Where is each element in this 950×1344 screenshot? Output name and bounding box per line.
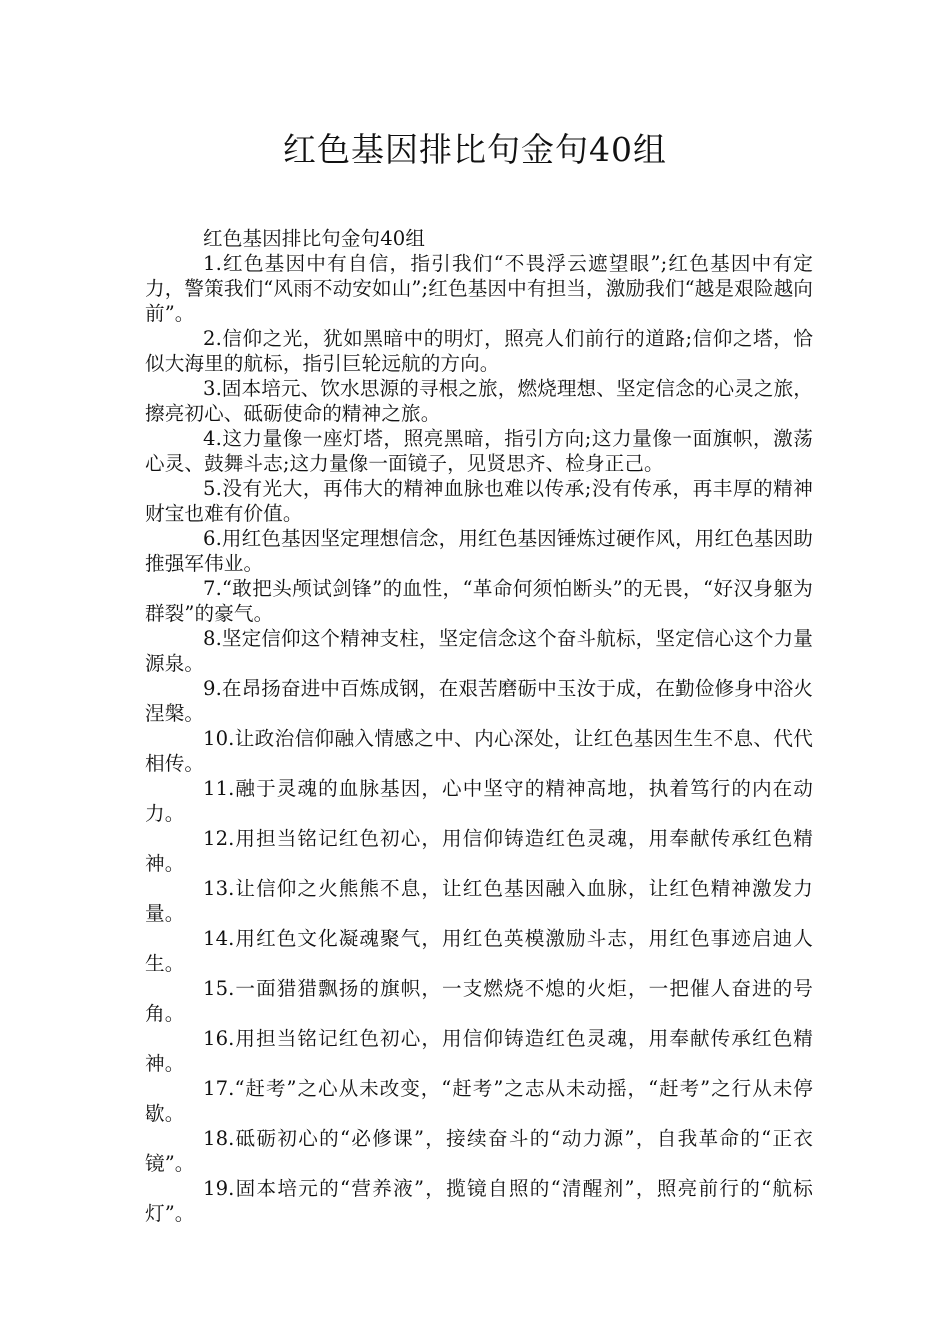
paragraph: 9.在昂扬奋进中百炼成钢，在艰苦磨砺中玉汝于成，在勤俭修身中浴火涅槃。 xyxy=(145,677,813,725)
paragraph: 19.固本培元的“营养液”，揽镜自照的“清醒剂”，照亮前行的“航标灯”。 xyxy=(145,1177,813,1225)
paragraph: 15.一面猎猎飘扬的旗帜，一支燃烧不熄的火炬，一把催人奋进的号角。 xyxy=(145,977,813,1025)
document-title: 红色基因排比句金句40组 xyxy=(283,130,667,169)
paragraph: 4.这力量像一座灯塔，照亮黑暗，指引方向;这力量像一面旗帜，激荡心灵、鼓舞斗志;这力量像一面镜子，见贤思齐、检身正己。 xyxy=(145,427,813,475)
paragraph: 16.用担当铭记红色初心，用信仰铸造红色灵魂，用奉献传承红色精神。 xyxy=(145,1027,813,1075)
paragraph: 10.让政治信仰融入情感之中、内心深处，让红色基因生生不息、代代相传。 xyxy=(145,727,813,775)
paragraph: 11.融于灵魂的血脉基因，心中坚守的精神高地，执着笃行的内在动力。 xyxy=(145,777,813,825)
paragraph: 13.让信仰之火熊熊不息，让红色基因融入血脉，让红色精神激发力量。 xyxy=(145,877,813,925)
paragraph: 6.用红色基因坚定理想信念，用红色基因锤炼过硬作风，用红色基因助推强军伟业。 xyxy=(145,527,813,575)
paragraph: 1.红色基因中有自信，指引我们“不畏浮云遮望眼”;红色基因中有定力，警策我们“风雨不动安如山”;红色基因中有担当，激励我们“越是艰险越向前”。 xyxy=(145,252,813,325)
paragraph: 8.坚定信仰这个精神支柱，坚定信念这个奋斗航标，坚定信心这个力量源泉。 xyxy=(145,627,813,675)
paragraph: 12.用担当铭记红色初心，用信仰铸造红色灵魂，用奉献传承红色精神。 xyxy=(145,827,813,875)
document-body xyxy=(145,226,813,1226)
paragraph: 2.信仰之光，犹如黑暗中的明灯，照亮人们前行的道路;信仰之塔，恰似大海里的航标，指引巨轮远航的方向。 xyxy=(145,327,813,375)
paragraph: 7.“敢把头颅试剑锋”的血性，“革命何须怕断头”的无畏，“好汉身躯为群裂”的豪气。 xyxy=(145,577,813,625)
paragraph: 14.用红色文化凝魂聚气，用红色英模激励斗志，用红色事迹启迪人生。 xyxy=(145,927,813,975)
paragraph: 5.没有光大，再伟大的精神血脉也难以传承;没有传承，再丰厚的精神财宝也难有价值。 xyxy=(145,477,813,525)
paragraph: 3.固本培元、饮水思源的寻根之旅，燃烧理想、坚定信念的心灵之旅，擦亮初心、砥砺使命的精神之旅。 xyxy=(145,377,813,425)
document-subtitle: 红色基因排比句金句40组 xyxy=(203,227,426,250)
paragraph: 17.“赶考”之心从未改变，“赶考”之志从未动摇，“赶考”之行从未停歇。 xyxy=(145,1077,813,1125)
paragraph: 18.砥砺初心的“必修课”，接续奋斗的“动力源”，自我革命的“正衣镜”。 xyxy=(145,1127,813,1175)
